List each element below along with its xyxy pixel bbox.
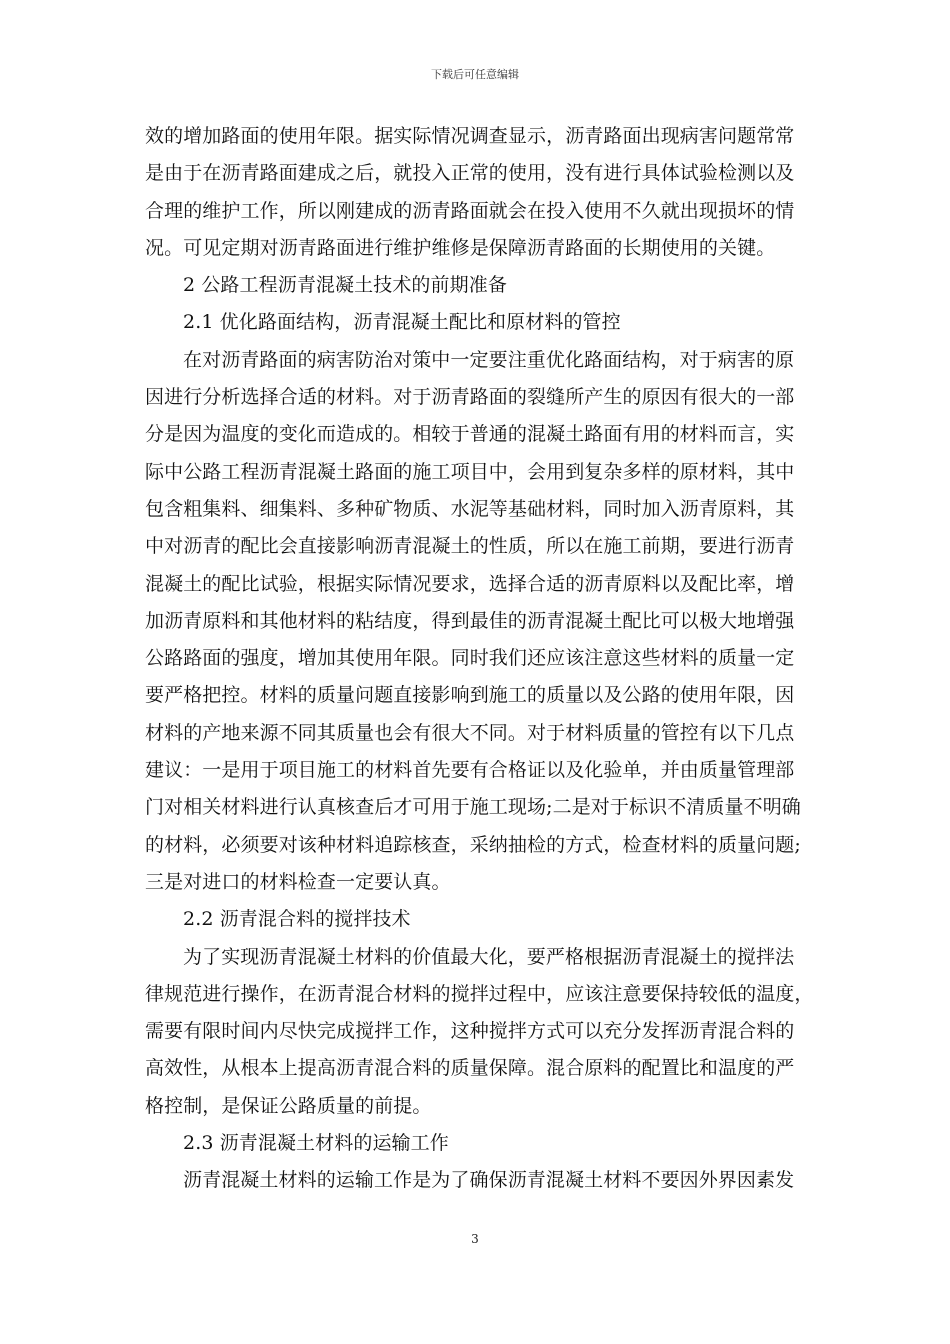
page-header-note: 下载后可任意编辑 (431, 68, 519, 81)
text-line: 在对沥青路面的病害防治对策中一定要注重优化路面结构，对于病害的原 (183, 348, 795, 371)
text-line: 混凝土的配比试验，根据实际情况要求，选择合适的沥青原料以及配比率，增 (145, 572, 795, 595)
text-line: 建议：一是用于项目施工的材料首先要有合格证以及化验单，并由质量管理部 (145, 759, 795, 782)
document-body (145, 118, 814, 1200)
text-line: 效的增加路面的使用年限。据实际情况调查显示，沥青路面出现病害问题常常 (145, 125, 795, 147)
text-line: 为了实现沥青混凝土材料的价值最大化，要严格根据沥青混凝土的搅拌法 (183, 945, 795, 968)
text-line: 合理的维护工作，所以刚建成的沥青路面就会在投入使用不久就出现损坏的情 (145, 199, 795, 222)
text-line: 需要有限时间内尽快完成搅拌工作，这种搅拌方式可以充分发挥沥青混合料的 (145, 1020, 795, 1043)
page-number: 3 (471, 1232, 479, 1246)
text-line: 加沥青原料和其他材料的粘结度，得到最佳的沥青混凝土配比可以极大地增强 (145, 609, 795, 632)
text-line: 三是对进口的材料检查一定要认真。 (145, 870, 451, 893)
text-line: 格控制，是保证公路质量的前提。 (145, 1094, 432, 1117)
text-line: 2.2 沥青混合料的搅拌技术 (183, 908, 411, 931)
text-line: 2.1 优化路面结构，沥青混凝土配比和原材料的管控 (183, 311, 621, 334)
text-line: 门对相关材料进行认真核查后才可用于施工现场;二是对于标识不清质量不明确 (145, 796, 801, 819)
text-line: 包含粗集料、细集料、多种矿物质、水泥等基础材料，同时加入沥青原料，其 (145, 497, 795, 520)
text-line: 律规范进行操作，在沥青混合材料的搅拌过程中，应该注意要保持较低的温度， (145, 982, 814, 1005)
text-line: 2 公路工程沥青混凝土技术的前期准备 (183, 274, 507, 297)
text-line: 况。可见定期对沥青路面进行维护维修是保障沥青路面的长期使用的关键。 (145, 236, 776, 259)
text-line: 材料的产地来源不同其质量也会有很大不同。对于材料质量的管控有以下几点 (145, 721, 795, 744)
text-line: 高效性，从根本上提高沥青混合料的质量保障。混合原料的配置比和温度的严 (145, 1057, 795, 1080)
text-line: 沥青混凝土材料的运输工作是为了确保沥青混凝土材料不要因外界因素发 (183, 1169, 795, 1192)
text-line: 的材料，必须要对该种材料追踪核查，采纳抽检的方式，检查材料的质量问题; (145, 833, 801, 856)
text-line: 公路路面的强度，增加其使用年限。同时我们还应该注意这些材料的质量一定 (145, 647, 795, 670)
text-line: 2.3 沥青混凝土材料的运输工作 (183, 1132, 449, 1155)
text-line: 要严格把控。材料的质量问题直接影响到施工的质量以及公路的使用年限，因 (145, 684, 795, 707)
text-line: 分是因为温度的变化而造成的。相较于普通的混凝土路面有用的材料而言，实 (145, 423, 795, 446)
text-line: 际中公路工程沥青混凝土路面的施工项目中，会用到复杂多样的原材料，其中 (145, 460, 795, 483)
text-line: 是由于在沥青路面建成之后，就投入正常的使用，没有进行具体试验检测以及 (145, 162, 795, 185)
text-line: 因进行分析选择合适的材料。对于沥青路面的裂缝所产生的原因有很大的一部 (145, 386, 795, 409)
text-line: 中对沥青的配比会直接影响沥青混凝土的性质，所以在施工前期，要进行沥青 (145, 535, 795, 558)
